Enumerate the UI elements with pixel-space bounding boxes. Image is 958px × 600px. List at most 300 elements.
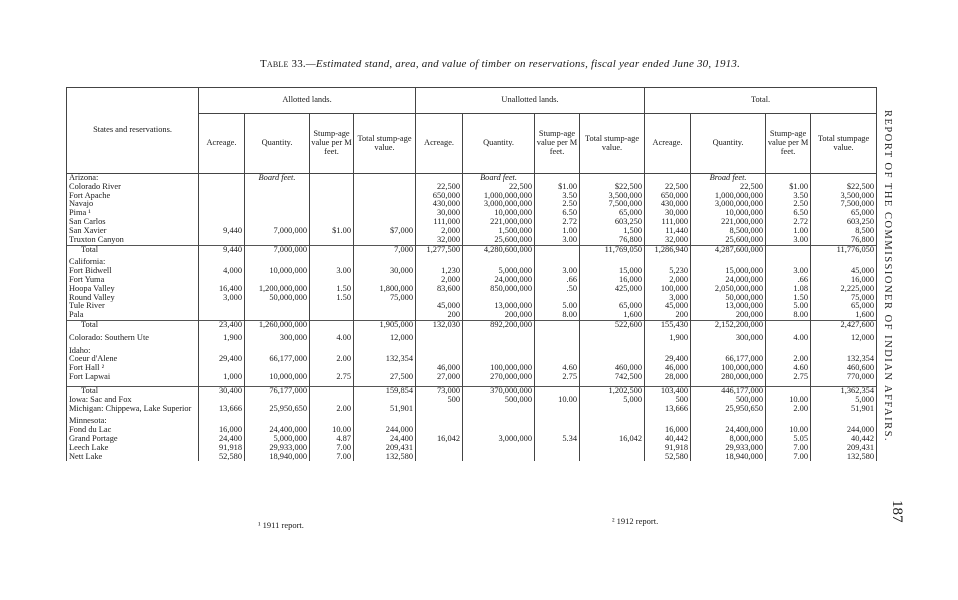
table-cell: 30,400	[199, 386, 245, 395]
table-cell	[416, 334, 463, 343]
table-cell: 300,000	[245, 334, 310, 343]
table-cell: 24,400	[354, 435, 416, 444]
table-cell: 280,000,000	[691, 373, 766, 382]
table-cell: 5.00	[535, 302, 580, 311]
row-label: Pima ¹	[67, 209, 199, 218]
table-cell	[199, 174, 245, 183]
table-cell: 10,000,000	[463, 209, 535, 218]
table-cell: 200	[645, 311, 691, 320]
table-cell: 51,901	[811, 405, 877, 414]
table-cell: 18,940,000	[245, 453, 310, 462]
row-label: Round Valley	[67, 294, 199, 303]
table-cell	[199, 236, 245, 245]
table-cell	[535, 417, 580, 426]
table-cell: 2,225,000	[811, 285, 877, 294]
table-row	[67, 405, 877, 414]
table-cell	[310, 174, 354, 183]
table-cell: 18,940,000	[691, 453, 766, 462]
table-cell: 200,000	[691, 311, 766, 320]
table-cell: 13,666	[645, 405, 691, 414]
timber-table	[66, 87, 877, 461]
table-cell: 10.00	[766, 426, 811, 435]
table-cell: 650,000	[416, 192, 463, 201]
row-label: Fond du Lac	[67, 426, 199, 435]
table-cell: 522,600	[580, 321, 645, 330]
table-cell: 850,000,000	[463, 285, 535, 294]
table-cell	[580, 347, 645, 356]
table-cell	[463, 405, 535, 414]
row-label: Fort Hall ²	[67, 364, 199, 373]
table-cell: 27,500	[354, 373, 416, 382]
table-cell	[199, 209, 245, 218]
table-cell: 3.00	[535, 267, 580, 276]
table-cell: 52,580	[199, 453, 245, 462]
table-cell: 132,354	[811, 355, 877, 364]
table-cell: 8,000,000	[691, 435, 766, 444]
table-cell: 2.75	[766, 373, 811, 382]
table-cell: 66,177,000	[245, 355, 310, 364]
table-cell: 16,400	[199, 285, 245, 294]
table-cell: 500,000	[463, 396, 535, 405]
footnote-2: ² 1912 report.	[612, 516, 659, 526]
table-cell: 50,000,000	[691, 294, 766, 303]
table-cell: 16,000	[811, 276, 877, 285]
table-cell: 10,000,000	[691, 209, 766, 218]
table-cell: 76,177,000	[245, 386, 310, 395]
table-body	[67, 174, 877, 462]
table-cell	[310, 183, 354, 192]
col-header: Acreage.	[645, 114, 691, 174]
table-cell	[766, 321, 811, 330]
table-cell: 24,400,000	[691, 426, 766, 435]
table-cell: 1,000,000,000	[691, 192, 766, 201]
table-cell: 3,000,000	[463, 435, 535, 444]
table-cell: 221,000,000	[691, 218, 766, 227]
table-cell: 1,600	[811, 311, 877, 320]
table-cell: 5,230	[645, 267, 691, 276]
row-label: Fort Yuma	[67, 276, 199, 285]
table-cell: 5,000	[811, 396, 877, 405]
table-cell: 159,854	[354, 386, 416, 395]
table-cell: 91,918	[199, 444, 245, 453]
table-cell: 1,900	[199, 334, 245, 343]
table-cell: 45,000	[416, 302, 463, 311]
table-cell: 3.50	[766, 192, 811, 201]
table-cell: 40,442	[645, 435, 691, 444]
table-cell: 500	[645, 396, 691, 405]
table-cell: 270,000,000	[463, 373, 535, 382]
table-cell	[245, 209, 310, 218]
table-cell: 460,600	[811, 364, 877, 373]
table-cell: 5,000,000	[245, 435, 310, 444]
table-cell: 4.87	[310, 435, 354, 444]
table-cell: 370,000,000	[463, 386, 535, 395]
row-label: Total	[67, 321, 199, 330]
row-label: Total	[67, 386, 199, 395]
table-row	[67, 334, 877, 343]
table-cell: 1.08	[766, 285, 811, 294]
table-cell: 13,000,000	[463, 302, 535, 311]
table-cell: 32,000	[416, 236, 463, 245]
table-cell	[416, 444, 463, 453]
table-cell	[199, 183, 245, 192]
table-cell	[535, 347, 580, 356]
table-cell: 16,000	[199, 426, 245, 435]
col-header: Total stump-age value.	[354, 114, 416, 174]
table-cell: 3.00	[310, 267, 354, 276]
row-label: Tule River	[67, 302, 199, 311]
table-cell: 500	[416, 396, 463, 405]
row-label: Fort Bidwell	[67, 267, 199, 276]
table-cell: 52,580	[645, 453, 691, 462]
table-cell: 30,000	[416, 209, 463, 218]
table-cell: 51,901	[354, 405, 416, 414]
table-cell	[199, 200, 245, 209]
table-cell: 603,250	[580, 218, 645, 227]
table-cell: 7,000	[354, 245, 416, 254]
table-cell: 4.60	[766, 364, 811, 373]
table-cell: 22,500	[691, 183, 766, 192]
table-cell	[245, 200, 310, 209]
table-cell: 11,440	[645, 227, 691, 236]
table-cell	[354, 200, 416, 209]
table-cell: 25,600,000	[691, 236, 766, 245]
table-cell	[310, 302, 354, 311]
table-cell: 73,000	[416, 386, 463, 395]
table-cell: 65,000	[580, 209, 645, 218]
table-cell	[199, 192, 245, 201]
table-cell: 430,000	[645, 200, 691, 209]
table-cell: 13,666	[199, 405, 245, 414]
table-cell: 65,000	[811, 302, 877, 311]
table-row	[67, 373, 877, 382]
row-label: Arizona:	[67, 174, 199, 183]
table-cell	[310, 245, 354, 254]
table-description: —Estimated stand, area, and value of timber on reservations, fiscal year ended June 30, 1913.	[305, 58, 741, 70]
table-cell: 15,000	[580, 267, 645, 276]
table-cell: 460,000	[580, 364, 645, 373]
table-cell: 244,000	[354, 426, 416, 435]
table-cell: 1.00	[766, 227, 811, 236]
table-cell: 650,000	[645, 192, 691, 201]
table-cell	[463, 347, 535, 356]
table-cell: 1.50	[310, 294, 354, 303]
table-cell: 45,000	[645, 302, 691, 311]
table-cell: 8,500,000	[691, 227, 766, 236]
table-cell: 3,000	[645, 294, 691, 303]
table-cell: 76,800	[811, 236, 877, 245]
table-cell: 7,000,000	[245, 227, 310, 236]
table-cell	[310, 192, 354, 201]
table-cell	[535, 321, 580, 330]
table-cell	[245, 302, 310, 311]
table-cell: 24,400	[199, 435, 245, 444]
table-cell: 1,200,000,000	[245, 285, 310, 294]
table-cell: 24,000,000	[691, 276, 766, 285]
table-cell: 132,030	[416, 321, 463, 330]
table-cell: 30,000	[645, 209, 691, 218]
table-cell: 46,000	[645, 364, 691, 373]
table-cell: 2.00	[766, 405, 811, 414]
table-cell: 76,800	[580, 236, 645, 245]
table-cell	[354, 302, 416, 311]
table-cell: $7,000	[354, 227, 416, 236]
table-cell: 1,000	[199, 373, 245, 382]
row-label: Idaho:	[67, 347, 199, 356]
table-cell: 2.00	[310, 405, 354, 414]
table-cell: 7,000,000	[245, 245, 310, 254]
table-cell: 1,202,500	[580, 386, 645, 395]
table-cell: .66	[535, 276, 580, 285]
table-cell: 3,000,000,000	[463, 200, 535, 209]
row-label: Truxton Canyon	[67, 236, 199, 245]
table-cell	[580, 453, 645, 462]
table-cell: 13,000,000	[691, 302, 766, 311]
col-header: Total stump-age value.	[580, 114, 645, 174]
col-header: Total stumpage value.	[811, 114, 877, 174]
running-header: REPORT OF THE COMMISSIONER OF INDIAN AFFAIRS.	[882, 110, 893, 443]
table-cell: 221,000,000	[463, 218, 535, 227]
row-label: Michigan: Chippewa, Lake Superior	[67, 405, 199, 414]
table-cell: 22,500	[645, 183, 691, 192]
table-cell: $22,500	[580, 183, 645, 192]
col-header: Acreage.	[416, 114, 463, 174]
table-cell: 2.75	[535, 373, 580, 382]
table-cell: 6.50	[535, 209, 580, 218]
table-cell	[535, 453, 580, 462]
table-cell: 32,000	[645, 236, 691, 245]
table-cell: 1,500	[580, 227, 645, 236]
table-cell	[535, 405, 580, 414]
table-cell: 155,430	[645, 321, 691, 330]
row-label: Coeur d'Alene	[67, 355, 199, 364]
table-cell: 5,000,000	[463, 267, 535, 276]
table-cell	[535, 444, 580, 453]
table-cell: 10,000,000	[245, 373, 310, 382]
table-cell: 7.00	[766, 453, 811, 462]
table-cell: .50	[535, 285, 580, 294]
table-cell: 1,600	[580, 311, 645, 320]
table-cell: 2.00	[766, 355, 811, 364]
table-cell	[354, 174, 416, 183]
table-cell: 66,177,000	[691, 355, 766, 364]
table-cell: 3.00	[766, 267, 811, 276]
table-cell	[463, 453, 535, 462]
table-cell: $1.00	[535, 183, 580, 192]
table-cell: 2.00	[310, 355, 354, 364]
table-cell: 9,440	[199, 245, 245, 254]
table-cell	[580, 444, 645, 453]
table-cell: 2,000	[416, 227, 463, 236]
table-cell: 24,400,000	[245, 426, 310, 435]
table-cell	[310, 236, 354, 245]
row-label: Grand Portage	[67, 435, 199, 444]
table-title	[150, 58, 850, 70]
table-cell: 2.72	[535, 218, 580, 227]
table-cell	[416, 417, 463, 426]
table-cell: 742,500	[580, 373, 645, 382]
table-cell: 2.75	[310, 373, 354, 382]
row-label: Leech Lake	[67, 444, 199, 453]
table-cell: 40,442	[811, 435, 877, 444]
table-cell: 10.00	[535, 396, 580, 405]
table-cell: 50,000,000	[245, 294, 310, 303]
table-cell: Broad feet.	[691, 174, 766, 183]
table-cell: 8.00	[766, 311, 811, 320]
row-label: Iowa: Sac and Fox	[67, 396, 199, 405]
table-cell: 25,950,650	[245, 405, 310, 414]
col-header: Stump-age value per M feet.	[535, 114, 580, 174]
table-cell: Board feet.	[245, 174, 310, 183]
table-cell	[580, 334, 645, 343]
row-label: Navajo	[67, 200, 199, 209]
table-cell: 30,000	[354, 267, 416, 276]
table-cell: 83,600	[416, 285, 463, 294]
table-cell: 10.00	[310, 426, 354, 435]
table-cell: 3,000,000,000	[691, 200, 766, 209]
table-cell: 25,600,000	[463, 236, 535, 245]
row-label: Total	[67, 245, 199, 254]
table-cell: 7.00	[310, 444, 354, 453]
table-cell: 16,000	[580, 276, 645, 285]
table-cell: 5.05	[766, 435, 811, 444]
states-header: States and reservations.	[67, 88, 199, 174]
table-cell	[310, 386, 354, 395]
table-cell	[416, 347, 463, 356]
table-cell: 100,000,000	[691, 364, 766, 373]
table-cell	[535, 334, 580, 343]
table-cell	[580, 417, 645, 426]
table-cell	[245, 236, 310, 245]
table-cell: 2,000	[416, 276, 463, 285]
table-cell: 3.00	[766, 236, 811, 245]
table-cell: 16,042	[416, 435, 463, 444]
table-cell: 209,431	[811, 444, 877, 453]
table-cell	[416, 405, 463, 414]
table-row	[67, 453, 877, 462]
table-cell: 500,000	[691, 396, 766, 405]
table-cell: 892,200,000	[463, 321, 535, 330]
table-cell: 244,000	[811, 426, 877, 435]
table-cell: 603,250	[811, 218, 877, 227]
table-cell	[535, 245, 580, 254]
table-cell: 28,000	[645, 373, 691, 382]
table-cell: 9,440	[199, 227, 245, 236]
table-cell: 24,000,000	[463, 276, 535, 285]
table-cell	[354, 183, 416, 192]
table-cell: 29,400	[645, 355, 691, 364]
table-cell: 75,000	[811, 294, 877, 303]
table-cell: 1,500,000	[463, 227, 535, 236]
table-cell: 100,000,000	[463, 364, 535, 373]
table-cell: 22,500	[416, 183, 463, 192]
table-cell: 23,400	[199, 321, 245, 330]
table-cell: 1,362,354	[811, 386, 877, 395]
table-cell: Board feet.	[463, 174, 535, 183]
table-cell: 1,286,940	[645, 245, 691, 254]
table-cell: 1,277,500	[416, 245, 463, 254]
table-cell: 200	[416, 311, 463, 320]
col-header: Stump-age value per M feet.	[310, 114, 354, 174]
table-cell: 75,000	[354, 294, 416, 303]
table-cell	[416, 453, 463, 462]
table-row	[67, 245, 877, 254]
table-cell: 1,000,000,000	[463, 192, 535, 201]
table-cell: .66	[766, 276, 811, 285]
group-header-unallotted: Unallotted lands.	[416, 88, 645, 114]
row-label: Colorado: Southern Ute	[67, 334, 199, 343]
table-cell: 1.00	[535, 227, 580, 236]
table-cell: 3,500,000	[811, 192, 877, 201]
table-cell: 111,000	[645, 218, 691, 227]
table-cell: 132,354	[354, 355, 416, 364]
row-label: San Xavier	[67, 227, 199, 236]
row-label: Fort Lapwai	[67, 373, 199, 382]
table-cell: 1,800,000	[354, 285, 416, 294]
table-cell	[245, 192, 310, 201]
table-cell: 4,000	[199, 267, 245, 276]
table-cell: 29,933,000	[245, 444, 310, 453]
table-cell: 4.60	[535, 364, 580, 373]
table-cell: 10,000,000	[245, 267, 310, 276]
table-cell: 4,287,600,000	[691, 245, 766, 254]
table-cell: 5.34	[535, 435, 580, 444]
table-cell: 22,500	[463, 183, 535, 192]
row-label: Nett Lake	[67, 453, 199, 462]
table-number: Table 33.	[259, 58, 306, 70]
table-cell: 27,000	[416, 373, 463, 382]
table-cell	[463, 417, 535, 426]
table-cell	[354, 209, 416, 218]
table-cell: 46,000	[416, 364, 463, 373]
row-label: Hoopa Valley	[67, 285, 199, 294]
table-cell: 2.50	[535, 200, 580, 209]
page-number: 187	[889, 500, 905, 523]
table-cell: $1.00	[310, 227, 354, 236]
row-label: Colorado River	[67, 183, 199, 192]
col-header: Quantity.	[691, 114, 766, 174]
table-cell: 209,431	[354, 444, 416, 453]
table-cell: 111,000	[416, 218, 463, 227]
table-cell: 3.00	[535, 236, 580, 245]
table-cell: 4.00	[310, 334, 354, 343]
table-cell: 65,000	[811, 209, 877, 218]
table-cell: 100,000	[645, 285, 691, 294]
table-cell: 16,042	[580, 435, 645, 444]
table-cell: 132,580	[354, 453, 416, 462]
col-header: Stump-age value per M feet.	[766, 114, 811, 174]
table-cell: 12,000	[354, 334, 416, 343]
table-cell: 7,500,000	[580, 200, 645, 209]
group-header-allotted: Allotted lands.	[199, 88, 416, 114]
table-cell: 45,000	[811, 267, 877, 276]
table-cell: 1.50	[310, 285, 354, 294]
table-cell: 10.00	[766, 396, 811, 405]
row-label: San Carlos	[67, 218, 199, 227]
footnote-1: ¹ 1911 report.	[258, 520, 304, 530]
table-cell	[310, 209, 354, 218]
table-cell: 430,000	[416, 200, 463, 209]
col-header: Quantity.	[463, 114, 535, 174]
table-cell: 8.00	[535, 311, 580, 320]
table-cell: 1,260,000,000	[245, 321, 310, 330]
table-cell: 91,918	[645, 444, 691, 453]
table-cell	[199, 302, 245, 311]
table-cell: 12,000	[811, 334, 877, 343]
table-cell: 2,427,600	[811, 321, 877, 330]
table-cell	[354, 236, 416, 245]
table-cell: 2.50	[766, 200, 811, 209]
